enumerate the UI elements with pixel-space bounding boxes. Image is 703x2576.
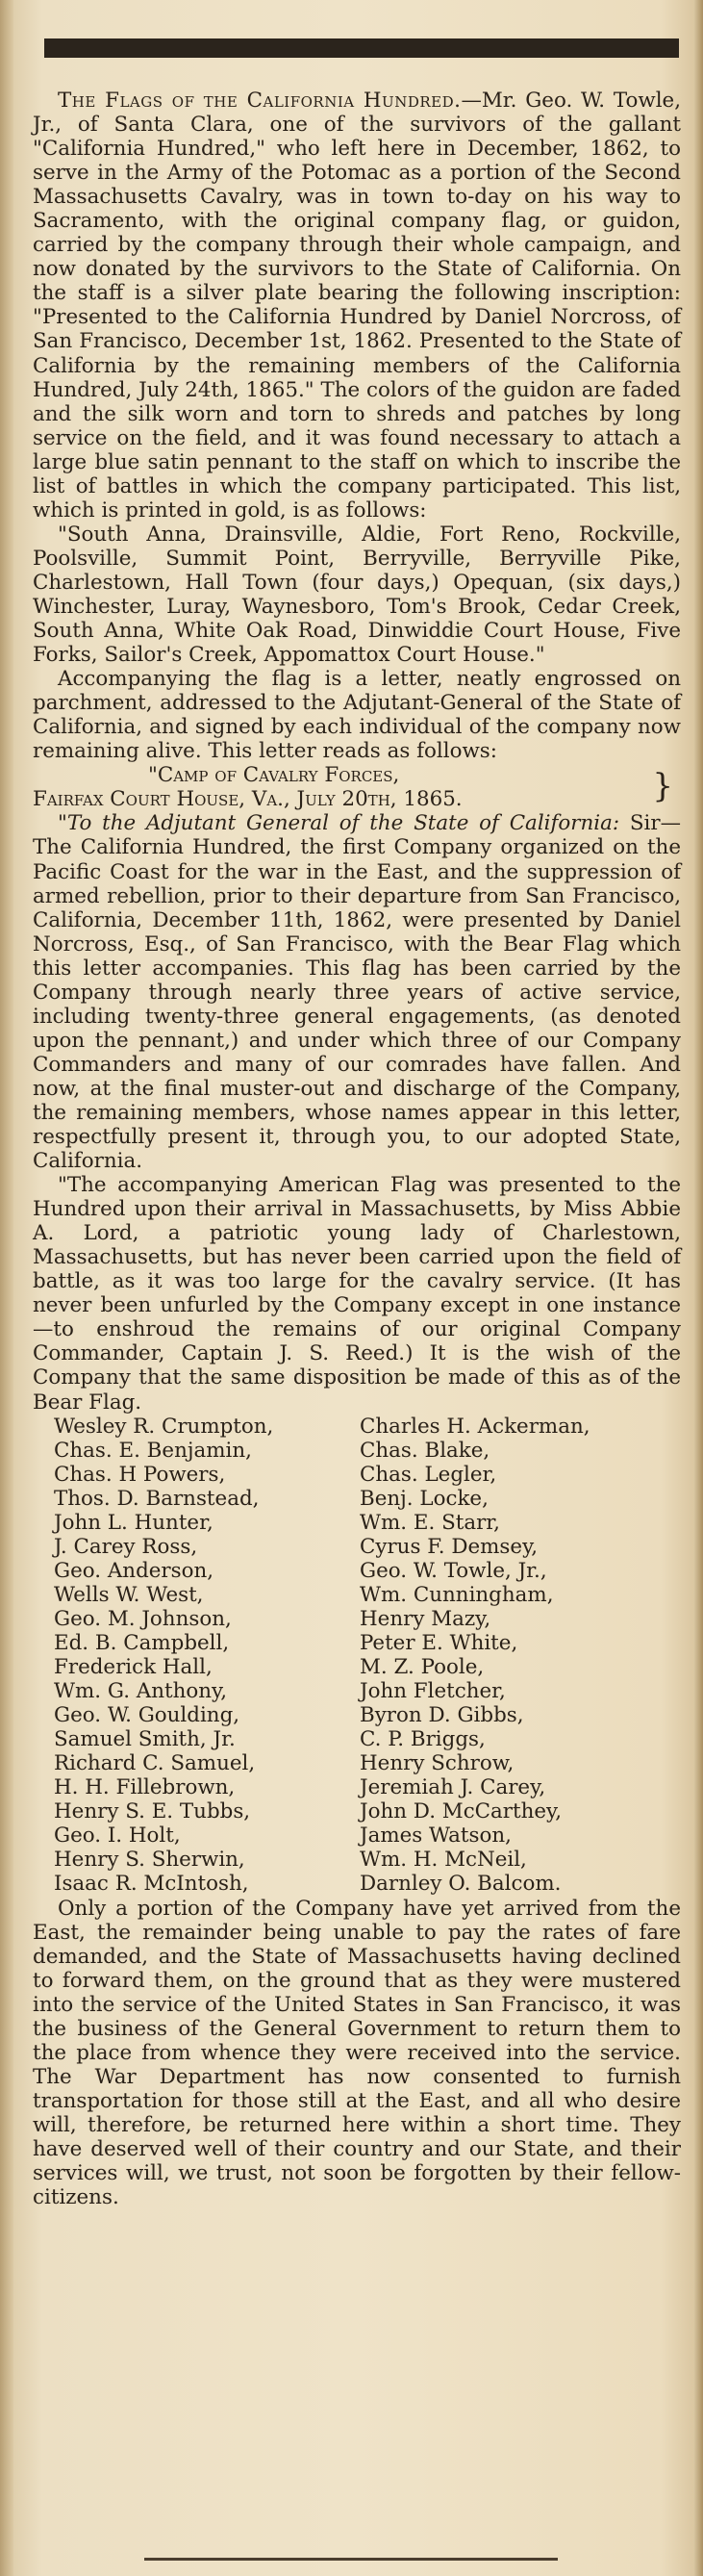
signatory-name-left: Chas. H Powers, [54, 1462, 226, 1487]
signatory-name-left: Chas. E. Benjamin, [54, 1438, 252, 1463]
article-column [33, 89, 681, 2209]
letter-address: "To the Adjutant General of the State of California: [58, 811, 620, 836]
signatory-name-left: John L. Hunter, [54, 1510, 213, 1535]
signatory-name-left: Geo. Anderson, [54, 1558, 214, 1583]
signatory-name-right: Chas. Blake, [360, 1438, 490, 1463]
signatory-name-right: John D. McCarthey, [360, 1799, 563, 1824]
signatory-name-left: Samuel Smith, Jr. [54, 1727, 236, 1752]
signatory-name-right: M. Z. Poole, [360, 1655, 485, 1680]
signatory-name-left: Wells W. West, [54, 1582, 204, 1607]
signatory-name-right: Peter E. White, [360, 1631, 518, 1655]
signatory-name-right: Benj. Locke, [360, 1486, 489, 1511]
letter-header [33, 763, 681, 811]
signatory-row [33, 1655, 681, 1679]
signatory-name-left: Frederick Hall, [54, 1655, 213, 1680]
signatory-name-left: Thos. D. Barnstead, [54, 1486, 260, 1511]
signatory-name-right: Jeremiah J. Carey, [360, 1775, 546, 1800]
signatory-name-right: Darnley O. Balcom. [360, 1872, 562, 1897]
signatory-name-left: Geo. W. Goulding, [54, 1703, 240, 1728]
column-rule-bottom [144, 2558, 558, 2561]
signatory-row [33, 1848, 681, 1872]
signatory-row [33, 1751, 681, 1775]
signatory-row [33, 1583, 681, 1607]
signatory-name-right: C. P. Briggs, [360, 1727, 486, 1752]
letter-body-first-text: Sir—The California Hundred, the first Company organized on the Pacific Coast for the war in the East, and the suppression of armed rebellion, prior to their departure from San Francisco, California, December 11th, 1862, were presented by Daniel Norcross, Esq., of San Francisco, with the Bear Flag which this letter accompanies. This flag has been carried by the Company through nearly three years of active service, including twenty-three general engagements, (as denoted upon the pennant,) and under which three of our Company Commanders and many of our comrades have fallen. And now, at the final muster-out and discharge of the Company, the remaining members, whose names appear in this letter, respectfully present it, through you, to our adopted State, California. [33, 811, 681, 1174]
signatory-row [33, 1463, 681, 1487]
signatory-row [33, 1607, 681, 1631]
signatory-row [33, 1511, 681, 1535]
signatory-row [33, 1727, 681, 1751]
signatory-list [33, 1415, 681, 1897]
signatory-name-left: Wm. G. Anthony, [54, 1679, 228, 1704]
signatory-name-left: Henry S. Sherwin, [54, 1848, 245, 1873]
signatory-row [33, 1487, 681, 1511]
signatory-name-right: Cyrus F. Demsey, [360, 1534, 539, 1559]
letter-header-place-date: Fairfax Court House, Va., July 20th, 1865. [33, 787, 463, 812]
article-headline: The Flags of the California Hundred. [58, 89, 462, 113]
paper-edge-left [0, 0, 13, 2576]
signatory-name-left: H. H. Fillebrown, [54, 1775, 236, 1800]
signatory-name-right: Wm. H. McNeil, [360, 1848, 527, 1873]
signatory-row [33, 1679, 681, 1703]
column-rule-top [44, 38, 679, 58]
signatory-name-right: James Watson, [360, 1824, 512, 1849]
signatory-name-left: Geo. I. Holt, [54, 1824, 181, 1849]
letter-header-camp: "Camp of Cavalry Forces, [148, 763, 400, 788]
signatory-name-left: Henry S. E. Tubbs, [54, 1799, 251, 1824]
signatory-name-left: Richard C. Samuel, [54, 1751, 256, 1776]
signatory-row [33, 1775, 681, 1799]
signatory-name-left: Ed. B. Campbell, [54, 1631, 230, 1655]
signatory-row [33, 1799, 681, 1824]
signatory-name-left: Geo. M. Johnson, [54, 1606, 232, 1631]
signatory-name-right: Geo. W. Towle, Jr., [360, 1558, 547, 1583]
signatory-name-right: Henry Mazy, [360, 1606, 491, 1631]
signatory-name-left: Wesley R. Crumpton, [54, 1414, 274, 1439]
signatory-name-right: Charles H. Ackerman, [360, 1414, 590, 1439]
paper-edge-right [693, 0, 703, 2576]
signatory-row [33, 1439, 681, 1463]
signatory-row [33, 1824, 681, 1848]
signatory-name-right: Byron D. Gibbs, [360, 1703, 524, 1728]
closing-paragraph: Only a portion of the Company have yet arrived from the East, the remainder being unable to pay the rates of fare demanded, and the State of Massachusetts having declined to forward them, on the ground that as they were mustered into the service of the United States in San Francisco, it was the business of the General Government to return them to the place from whence they were received into the service. The War Department has now consented to furnish transportation for those still at the East, and all who desire will, therefore, be returned here within a short time. They have deserved well of their country and our State, and their services will, we trust, not soon be forgotten by their fellow-citizens. [33, 1896, 681, 2210]
signatory-row [33, 1631, 681, 1655]
letter-intro-paragraph: Accompanying the flag is a letter, neatly engrossed on parchment, addressed to the Adjutant-General of the State of California, and signed by each individual of the company now remaining alive. This letter reads as follows: [33, 667, 681, 764]
letter-body-second: "The accompanying American Flag was presented to the Hundred upon their arrival in Massachusetts, by Miss Abbie A. Lord, a patriotic young lady of Charlestown, Massachusetts, but has never been carried upon the field of battle, as it was too large for the cavalry service. (It has never been unfurled by the Company except in one instance—to enshroud the remains of our original Company Commander, Captain J. S. Reed.) It is the wish of the Company that the same disposition be made of this as of the Bear Flag. [33, 1173, 681, 1415]
signatory-name-right: Wm. Cunningham, [360, 1582, 554, 1607]
header-brace: } [652, 767, 673, 806]
signatory-row [33, 1872, 681, 1896]
signatory-row [33, 1703, 681, 1727]
signatory-name-right: Henry Schrow, [360, 1751, 515, 1776]
signatory-row [33, 1535, 681, 1559]
battle-list: "South Anna, Drainsville, Aldie, Fort Reno, Rockville, Poolsville, Summit Point, Berryville, Berryville Pike, Charlestown, Hall Town (four days,) Opequan, (six days,) Winchester, Luray, Waynesboro, Tom's Brook, Cedar Creek, South Anna, White Oak Road, Dinwiddie Court House, Five Forks, Sailor's Creek, Appomattox Court House." [33, 522, 681, 668]
signatory-name-right: Wm. E. Starr, [360, 1510, 500, 1535]
signatory-row [33, 1559, 681, 1583]
signatory-name-right: John Fletcher, [360, 1679, 506, 1704]
signatory-name-left: J. Carey Ross, [54, 1534, 198, 1559]
signatory-name-right: Chas. Legler, [360, 1462, 497, 1487]
signatory-name-left: Isaac R. McIntosh, [54, 1872, 249, 1897]
article-lead-paragraph [33, 89, 681, 523]
lead-paragraph-text: —Mr. Geo. W. Towle, Jr., of Santa Clara, one of the survivors of the gallant "California Hundred," who left here in December, 1862, to serve in the Army of the Potomac as a portion of the Second Massachusetts Cavalry, was in town to-day on his way to Sacramento, with the original company flag, or guidon, carried by the company through their whole campaign, and now donated by the survivors to the State of California. On the staff is a silver plate bearing the following inscription: "Presented to the California Hundred by Daniel Norcross, of San Francisco, December 1st, 1862. Presented to the State of California by the remaining members of the California Hundred, July 24th, 1865." The colors of the guidon are faded and the silk worn and torn to shreds and patches by long service on the field, and it was found necessary to attach a large blue satin pennant to the staff on which to inscribe the list of battles in which the company participated. This list, which is printed in gold, is as follows: [33, 89, 681, 523]
signatory-row [33, 1415, 681, 1439]
letter-body-first [33, 811, 681, 1173]
